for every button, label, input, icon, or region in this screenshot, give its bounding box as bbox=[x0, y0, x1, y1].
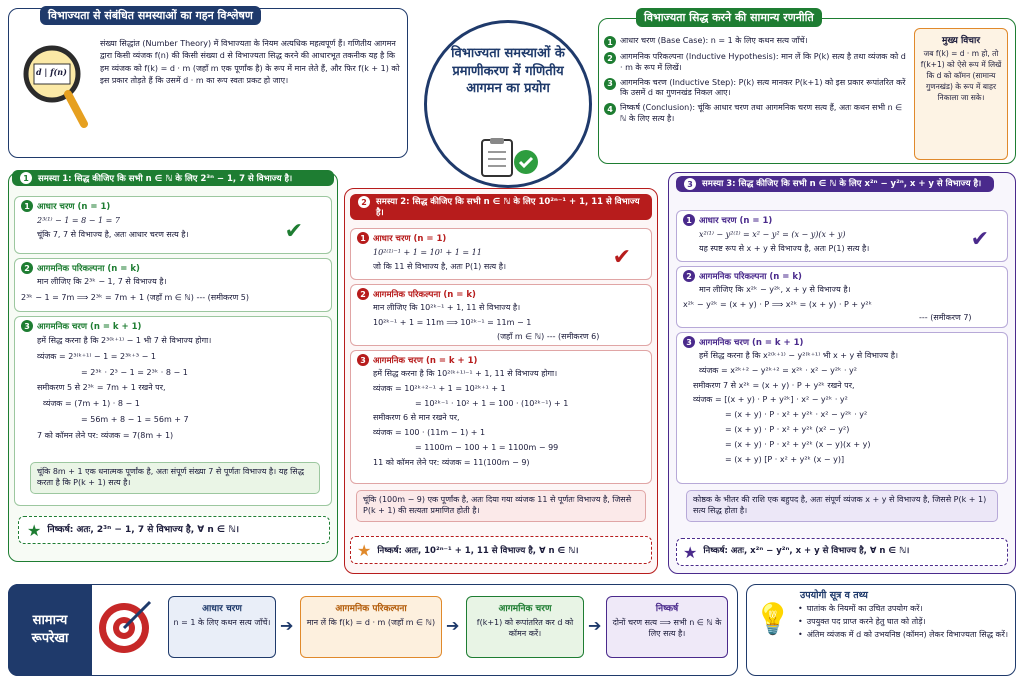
p2-step-line: हमें सिद्ध करना है कि 10²⁽ᵏ⁺¹⁾⁻¹ + 1, 11 से विभाज्य होगा। bbox=[373, 369, 558, 378]
intro-banner bbox=[40, 6, 261, 25]
strategy-item: 2 आगमनिक परिकल्पना (Inductive Hypothesis): मान लें कि P(k) सत्य है तथा व्यंजक को d · m के रूप में लिखें। bbox=[604, 52, 906, 74]
tips-item-text: घातांक के नियमों का उचित उपयोग करें। bbox=[806, 604, 923, 613]
key-idea-text: जब f(k) = d · m हो, तो f(k+1) को ऐसे रूप में लिखें कि d को कॉमन (सामान्य गुणनखंड) के रूप में बाहर निकाला जा सके। bbox=[920, 49, 1002, 102]
summary-step-text: दोनों चरण सत्य ⟹ सभी n ∈ ℕ के लिए सत्य है। bbox=[612, 618, 722, 638]
p2-step: 3 आगमनिक चरण (n = k + 1) हमें सिद्ध करना है कि 10²⁽ᵏ⁺¹⁾⁻¹ + 1, 11 से विभाज्य होगा। व्यंजक = 10²ᵏ⁺²⁻¹ + 1 = 10²ᵏ⁺¹ + 1 = 10²ᵏ⁻¹ · 10² + 1 = 100 · (10²ᵏ⁻¹) + 1 समीकरण 6 से मान रखने पर, व्यंजक = 100 · (11m − 1) + 1 = 1100m − 100 + 1 = 1100m − 99 11 को कॉमन लेने पर: व्यंजक = 11(100m − 9) bbox=[350, 350, 652, 484]
tips-item: • अंतिम व्यंजक में d को उभयनिष्ठ (कॉमन) लेकर विभाज्यता सिद्ध करें। bbox=[798, 629, 1008, 639]
p3-hyp: 2 आगमनिक परिकल्पना (n = k) मान लीजिए कि x²ᵏ − y²ᵏ, x + y से विभाज्य है। x²ᵏ − y²ᵏ = (x + y) · P ⟹ x²ᵏ = (x + y) · P + y²ᵏ --- (समीकरण 7) bbox=[676, 266, 1008, 328]
strategy-item-text: आगमनिक चरण (Inductive Step): P(k) सत्य मानकर P(k+1) को इस प्रकार रूपांतरित करें कि उसमें d का गुणनखंड निकल आए। bbox=[620, 77, 906, 98]
p1-note: चूंकि 8m + 1 एक धनात्मक पूर्णांक है, अतः संपूर्ण संख्या 7 से पूर्णतः विभाज्य है। यह सिद्ध करता है कि P(k + 1) सत्य है। bbox=[30, 462, 320, 494]
intro-banner-text: विभाज्यता से संबंधित समस्याओं का गहन विश्लेषण bbox=[48, 9, 253, 22]
p3-step-line: = (x + y) · P · x² + y²ᵏ (x² − y²) bbox=[725, 424, 850, 434]
p2-step-line: व्यंजक = 100 · (11m − 1) + 1 bbox=[373, 428, 486, 438]
p1-hyp-line: मान लीजिए कि 2³ᵏ − 1, 7 से विभाज्य है। bbox=[37, 277, 167, 286]
summary-step-1 bbox=[168, 596, 276, 658]
p2-step-line: = 1100m − 100 + 1 = 1100m − 99 bbox=[415, 442, 559, 452]
p1-step: 3 आगमनिक चरण (n = k + 1) हमें सिद्ध करना है कि 2³⁽ᵏ⁺¹⁾ − 1 भी 7 से विभाज्य होगा। व्यंजक = 2³⁽ᵏ⁺¹⁾ − 1 = 2³ᵏ⁺³ − 1 = 2³ᵏ · 2³ − 1 = 2³ᵏ · 8 − 1 समीकरण 5 से 2³ᵏ = 7m + 1 रखने पर, व्यंजक = (7m + 1) · 8 − 1 = 56m + 8 − 1 = 56m + 7 7 को कॉमन लेने पर: व्यंजक = 7(8m + 1) bbox=[14, 316, 332, 506]
strategy-item-text: आधार चरण (Base Case): n = 1 के लिए कथन सत्य जाँचें। bbox=[620, 36, 808, 45]
star-icon: ★ bbox=[357, 540, 372, 560]
p1-base-title: आधार चरण (n = 1) bbox=[37, 201, 111, 212]
p3-step-line: = (x + y) · P · x² + y²ᵏ · x² − y²ᵏ · y² bbox=[725, 410, 868, 420]
star-icon: ★ bbox=[27, 520, 42, 540]
p1-conclusion-text: निष्कर्ष: अतः, 2³ⁿ − 1, 7 से विभाज्य है, ∀ n ∈ ℕ। bbox=[47, 524, 240, 535]
p1-step-line: 7 को कॉमन लेने पर: व्यंजक = 7(8m + 1) bbox=[37, 430, 174, 440]
p3-hyp-line: --- (समीकरण 7) bbox=[919, 312, 972, 322]
p2-hyp: 2 आगमनिक परिकल्पना (n = k) मान लीजिए कि 10²ᵏ⁻¹ + 1, 11 से विभाज्य है। 10²ᵏ⁻¹ + 1 = 11m ⟹ 10²ᵏ⁻¹ = 11m − 1 (जहाँ m ∈ ℕ) --- (समीकरण 6) bbox=[350, 284, 652, 346]
p3-base: 1 आधार चरण (n = 1) x²⁽¹⁾ − y²⁽¹⁾ = x² − y² = (x − y)(x + y) यह स्पष्ट रूप से x + y से विभाज्य है, अतः P(1) सत्य है। ✔ bbox=[676, 210, 1008, 262]
p3-step-line: व्यंजक = [(x + y) · P + y²ᵏ] · x² − y²ᵏ · y² bbox=[693, 395, 848, 405]
lightbulb-icon: 💡 bbox=[754, 602, 792, 637]
p1-step-line: = 56m + 8 − 1 = 56m + 7 bbox=[81, 414, 189, 424]
p1-step-line: = 2³ᵏ · 2³ − 1 = 2³ᵏ · 8 − 1 bbox=[81, 367, 188, 377]
p1-base-line: 2³⁽¹⁾ − 1 = 8 − 1 = 7 bbox=[37, 216, 120, 225]
center-title: विभाज्यता समस्याओं के प्रमाणीकरण में गणितीय आगमन का प्रयोग bbox=[451, 46, 565, 97]
key-idea-box bbox=[914, 28, 1008, 160]
tips-item: • उपयुक्त पद प्राप्त करने हेतु घात को तोड़ें। bbox=[798, 616, 926, 626]
strategy-item: 4 निष्कर्ष (Conclusion): चूंकि आधार चरण तथा आगमनिक चरण सत्य हैं, अतः कथन सभी n ∈ ℕ के लिए सत्य है। bbox=[604, 103, 906, 125]
p2-conclusion bbox=[350, 536, 652, 564]
summary-step-3 bbox=[466, 596, 584, 658]
p3-step-title: आगमनिक चरण (n = k + 1) bbox=[699, 337, 804, 348]
p3-base-line: यह स्पष्ट रूप से x + y से विभाज्य है, अतः P(1) सत्य है। bbox=[699, 243, 870, 253]
strategy-banner-text: विभाज्यता सिद्ध करने की सामान्य रणनीति bbox=[644, 11, 814, 24]
p2-base: 1 आधार चरण (n = 1) 10²⁽¹⁾⁻¹ + 1 = 10¹ + 1 = 11 जो कि 11 से विभाज्य है, अतः P(1) सत्य है। ✔ bbox=[350, 228, 652, 280]
p2-hyp-line: मान लीजिए कि 10²ᵏ⁻¹ + 1, 11 से विभाज्य है। bbox=[373, 303, 521, 312]
problem-3-label: समस्या 3: सिद्ध कीजिए कि सभी n ∈ ℕ के लिए x²ⁿ − y²ⁿ, x + y से विभाज्य है। bbox=[702, 179, 982, 189]
p2-hyp-line: (जहाँ m ∈ ℕ) --- (समीकरण 6) bbox=[497, 331, 600, 341]
p3-base-line: x²⁽¹⁾ − y²⁽¹⁾ = x² − y² = (x − y)(x + y) bbox=[699, 230, 846, 239]
p1-hyp-line: 2³ᵏ − 1 = 7m ⟹ 2³ᵏ = 7m + 1 (जहाँ m ∈ ℕ) --- (समीकरण 5) bbox=[21, 292, 249, 302]
check-icon: ✔ bbox=[284, 219, 303, 244]
p3-step-line: = (x + y) [P · x² + y²ᵏ (x − y)] bbox=[725, 454, 845, 464]
p1-step-line: व्यंजक = (7m + 1) · 8 − 1 bbox=[43, 399, 140, 409]
p2-base-line: जो कि 11 से विभाज्य है, अतः P(1) सत्य है। bbox=[373, 261, 507, 271]
strategy-banner bbox=[636, 8, 822, 27]
strategy-item: 1 आधार चरण (Base Case): n = 1 के लिए कथन सत्य जाँचें। bbox=[604, 36, 906, 48]
tips-item-text: अंतिम व्यंजक में d को उभयनिष्ठ (कॉमन) लेकर विभाज्यता सिद्ध करें। bbox=[806, 629, 1008, 639]
summary-step-text: f(k+1) को रूपांतरित कर d को कॉमन करें। bbox=[476, 618, 574, 638]
problem-2-label: समस्या 2: सिद्ध कीजिए कि सभी n ∈ ℕ के लिए 10²ⁿ⁻¹ + 1, 11 से विभाज्य है। bbox=[376, 197, 640, 218]
magnifier-icon bbox=[20, 42, 90, 132]
strategy-list bbox=[604, 36, 906, 125]
summary-title: सामान्य रूपरेखा bbox=[31, 612, 69, 646]
p2-base-line: 10²⁽¹⁾⁻¹ + 1 = 10¹ + 1 = 11 bbox=[373, 248, 482, 257]
problem-3-banner: 3 समस्या 3: सिद्ध कीजिए कि सभी n ∈ ℕ के लिए x²ⁿ − y²ⁿ, x + y से विभाज्य है। bbox=[676, 176, 994, 192]
strategy-item-text: आगमनिक परिकल्पना (Inductive Hypothesis): मान लें कि P(k) सत्य है तथा व्यंजक को d · m के रूप में लिखें। bbox=[620, 52, 906, 72]
summary-step-title: आगमनिक चरण bbox=[498, 604, 552, 614]
tips-title: उपयोगी सूत्र व तथ्य bbox=[800, 590, 868, 601]
arrow-right-icon: ➔ bbox=[588, 616, 602, 635]
strategy-item: 3 आगमनिक चरण (Inductive Step): P(k) सत्य मानकर P(k+1) को इस प्रकार रूपांतरित करें कि उसमें d का गुणनखंड निकल आए। bbox=[604, 78, 906, 100]
target-icon bbox=[96, 596, 156, 660]
summary-step-title: आधार चरण bbox=[202, 604, 242, 614]
p1-step-line: व्यंजक = 2³⁽ᵏ⁺¹⁾ − 1 = 2³ᵏ⁺³ − 1 bbox=[37, 351, 156, 361]
p2-step-line: व्यंजक = 10²ᵏ⁺²⁻¹ + 1 = 10²ᵏ⁺¹ + 1 bbox=[373, 383, 506, 393]
p2-note: चूंकि (100m − 9) एक पूर्णांक है, अतः दिया गया व्यंजक 11 से पूर्णतः विभाज्य है, जिससे P(k + 1) की सत्यता प्रमाणित होती है। bbox=[356, 490, 646, 522]
p3-step-line: व्यंजक = x²ᵏ⁺² − y²ᵏ⁺² = x²ᵏ · x² − y²ᵏ · y² bbox=[699, 365, 858, 375]
tips-list bbox=[798, 604, 1010, 640]
summary-step-text: n = 1 के लिए कथन सत्य जाँचें। bbox=[173, 618, 271, 627]
p3-hyp-line: x²ᵏ − y²ᵏ = (x + y) · P ⟹ x²ᵏ = (x + y) · P + y²ᵏ bbox=[683, 299, 873, 309]
p1-step-line: हमें सिद्ध करना है कि 2³⁽ᵏ⁺¹⁾ − 1 भी 7 से विभाज्य होगा। bbox=[37, 336, 212, 345]
p3-conclusion bbox=[676, 538, 1008, 566]
summary-step-text: मान लें कि f(k) = d · m (जहाँ m ∈ ℕ) bbox=[306, 618, 436, 627]
clipboard-icon bbox=[478, 138, 540, 182]
p3-step-line: = (x + y) · P · x² + y²ᵏ (x − y)(x + y) bbox=[725, 439, 871, 449]
p3-step-line: समीकरण 7 से x²ᵏ = (x + y) · P + y²ᵏ रखने पर, bbox=[693, 380, 855, 390]
tips-item: • घातांक के नियमों का उचित उपयोग करें। bbox=[798, 604, 923, 613]
p1-hyp: 2 आगमनिक परिकल्पना (n = k) मान लीजिए कि 2³ᵏ − 1, 7 से विभाज्य है। 2³ᵏ − 1 = 7m ⟹ 2³ᵏ = 7m + 1 (जहाँ m ∈ ℕ) --- (समीकरण 5) bbox=[14, 258, 332, 312]
p2-conclusion-text: निष्कर्ष: अतः, 10²ⁿ⁻¹ + 1, 11 से विभाज्य है, ∀ n ∈ ℕ। bbox=[377, 545, 579, 556]
p3-conclusion-text: निष्कर्ष: अतः, x²ⁿ − y²ⁿ, x + y से विभाज्य है, ∀ n ∈ ℕ। bbox=[703, 546, 910, 557]
p2-hyp-title: आगमनिक परिकल्पना (n = k) bbox=[373, 289, 476, 300]
strategy-item-text: निष्कर्ष (Conclusion): चूंकि आधार चरण तथा आगमनिक चरण सत्य हैं, अतः कथन सभी n ∈ ℕ के लिए सत्य है। bbox=[620, 103, 903, 123]
p2-step-line: समीकरण 6 से मान रखने पर, bbox=[373, 413, 460, 423]
p2-hyp-line: 10²ᵏ⁻¹ + 1 = 11m ⟹ 10²ᵏ⁻¹ = 11m − 1 bbox=[373, 317, 532, 327]
summary-step-4 bbox=[606, 596, 728, 658]
problem-1-label: समस्या 1: सिद्ध कीजिए कि सभी n ∈ ℕ के लिए 2³ⁿ − 1, 7 से विभाज्य है। bbox=[38, 173, 293, 184]
p3-base-title: आधार चरण (n = 1) bbox=[699, 215, 773, 226]
p3-step-line: हमें सिद्ध करना है कि x²⁽ᵏ⁺¹⁾ − y²⁽ᵏ⁺¹⁾ भी x + y से विभाज्य है। bbox=[699, 351, 899, 360]
summary-step-title: निष्कर्ष bbox=[655, 604, 679, 614]
check-icon: ✔ bbox=[970, 227, 989, 252]
check-icon: ✔ bbox=[612, 245, 631, 270]
p2-base-title: आधार चरण (n = 1) bbox=[373, 233, 447, 244]
p1-base-line: चूंकि 7, 7 से विभाज्य है, अतः आधार चरण सत्य है। bbox=[37, 229, 189, 239]
summary-step-2 bbox=[300, 596, 442, 658]
magnifier-label: d | f(n) bbox=[36, 67, 67, 77]
p3-hyp-title: आगमनिक परिकल्पना (n = k) bbox=[699, 271, 802, 282]
problem-2-banner: 2 समस्या 2: सिद्ध कीजिए कि सभी n ∈ ℕ के लिए 10²ⁿ⁻¹ + 1, 11 से विभाज्य है। bbox=[350, 194, 652, 220]
p1-conclusion bbox=[18, 516, 330, 544]
star-icon: ★ bbox=[683, 542, 698, 562]
p2-step-title: आगमनिक चरण (n = k + 1) bbox=[373, 355, 478, 366]
summary-step-title: आगमनिक परिकल्पना bbox=[335, 604, 407, 614]
summary-title-box bbox=[8, 584, 92, 676]
key-idea-title: मुख्य विचार bbox=[941, 36, 981, 46]
p2-step-line: 11 को कॉमन लेने पर: व्यंजक = 11(100m − 9) bbox=[373, 457, 530, 467]
problem-1-banner: 1 समस्या 1: सिद्ध कीजिए कि सभी n ∈ ℕ के लिए 2³ⁿ − 1, 7 से विभाज्य है। bbox=[12, 170, 334, 186]
p2-step-line: = 10²ᵏ⁻¹ · 10² + 1 = 100 · (10²ᵏ⁻¹) + 1 bbox=[415, 398, 569, 408]
tips-item-text: उपयुक्त पद प्राप्त करने हेतु घात को तोड़ें। bbox=[806, 616, 926, 626]
p3-hyp-line: मान लीजिए कि x²ᵏ − y²ᵏ, x + y से विभाज्य है। bbox=[699, 285, 851, 294]
arrow-right-icon: ➔ bbox=[446, 616, 460, 635]
arrow-right-icon: ➔ bbox=[280, 616, 294, 635]
p1-base: 1 आधार चरण (n = 1) 2³⁽¹⁾ − 1 = 8 − 1 = 7 चूंकि 7, 7 से विभाज्य है, अतः आधार चरण सत्य है। ✔ bbox=[14, 196, 332, 254]
intro-text: संख्या सिद्धांत (Number Theory) में विभाज्यता के नियम अत्यधिक महत्वपूर्ण हैं। गणितीय आगमन द्वारा किसी व्यंजक f(n) की किसी संख्या d से विभाज्यता सिद्ध करने की आधारभूत तकनीक यह है कि हम व्यंजक को f(k) = d · m (जहाँ m एक पूर्णांक है) के रूप में मान लेते हैं, और फिर f(k + 1) को इस प्रकार तोड़ते हैं कि उसमें d · m का रूप स्वतः प्रकट हो जाए। bbox=[100, 39, 400, 86]
p1-step-title: आगमनिक चरण (n = k + 1) bbox=[37, 321, 142, 332]
p1-step-line: समीकरण 5 से 2³ᵏ = 7m + 1 रखने पर, bbox=[37, 383, 166, 393]
p1-hyp-title: आगमनिक परिकल्पना (n = k) bbox=[37, 263, 140, 274]
p3-step: 3 आगमनिक चरण (n = k + 1) हमें सिद्ध करना है कि x²⁽ᵏ⁺¹⁾ − y²⁽ᵏ⁺¹⁾ भी x + y से विभाज्य है। व्यंजक = x²ᵏ⁺² − y²ᵏ⁺² = x²ᵏ · x² − y²ᵏ · y² समीकरण 7 से x²ᵏ = (x + y) · P + y²ᵏ रखने पर, व्यंजक = [(x + y) · P + y²ᵏ] · x² − y²ᵏ · y² = (x + y) · P · x² + y²ᵏ · x² − y²ᵏ · y² = (x + y) · P · x² + y²ᵏ (x² − y²) = (x + y) · P · x² + y²ᵏ (x − y)(x + y) = (x + y) [P · x² + y²ᵏ (x − y)] bbox=[676, 332, 1008, 484]
p3-note: कोष्ठक के भीतर की राशि एक बहुपद है, अतः संपूर्ण व्यंजक x + y से विभाज्य है, जिससे P(k + 1) सत्य सिद्ध होता है। bbox=[686, 490, 998, 522]
